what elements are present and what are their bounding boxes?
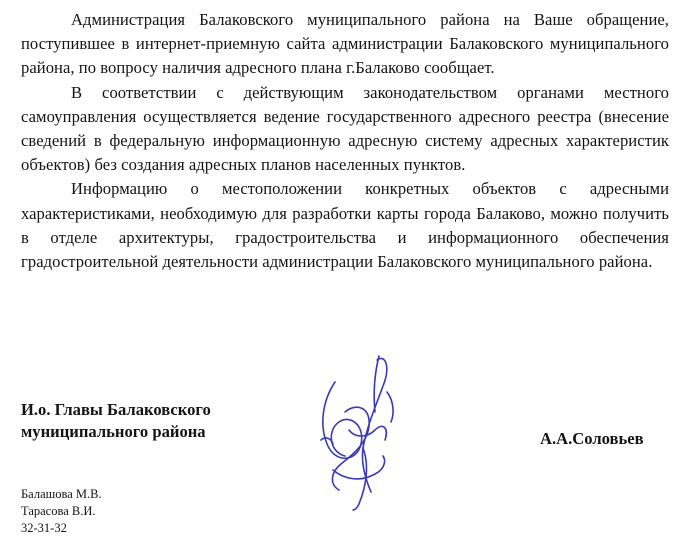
executor-phone: 32-31-32 [21,521,67,535]
paragraph-1: Администрация Балаковского муниципального района на Ваше обращение, поступившее в интернет-приемную сайта администрации Балаковского муниципального района, по вопросу наличия адресного плана г.Балаково сообщает. [21,10,669,78]
handwritten-signature [305,352,415,512]
paragraph-2: В соответствии с действующим законодательством органами местного самоуправления осуществляется ведение государственного адресного реестра (внесение сведений в федеральную информационную адресную систему адресных характеристик объектов) без создания адресных планов населенных пунктов. [21,82,669,175]
executor-name-2: Тарасова В.И. [21,504,96,518]
signer-position-line-2: муниципального района [21,422,206,441]
executor-name-1: Балашова М.В. [21,487,102,501]
letter-body [21,8,669,274]
signer-position-line-1: И.о. Главы Балаковского [21,400,211,419]
paragraph-3: Информацию о местоположении конкретных объектов с адресными характеристиками, необходимую для разработки карты города Балаково, можно получить в отделе архитектуры, градостроительства и информационного обеспечения градостроительной деятельности администрации Балаковского муниципального района. [21,179,669,272]
signer-position [21,399,281,443]
signer-name: А.А.Соловьев [540,429,644,448]
executor-contacts [21,486,102,537]
